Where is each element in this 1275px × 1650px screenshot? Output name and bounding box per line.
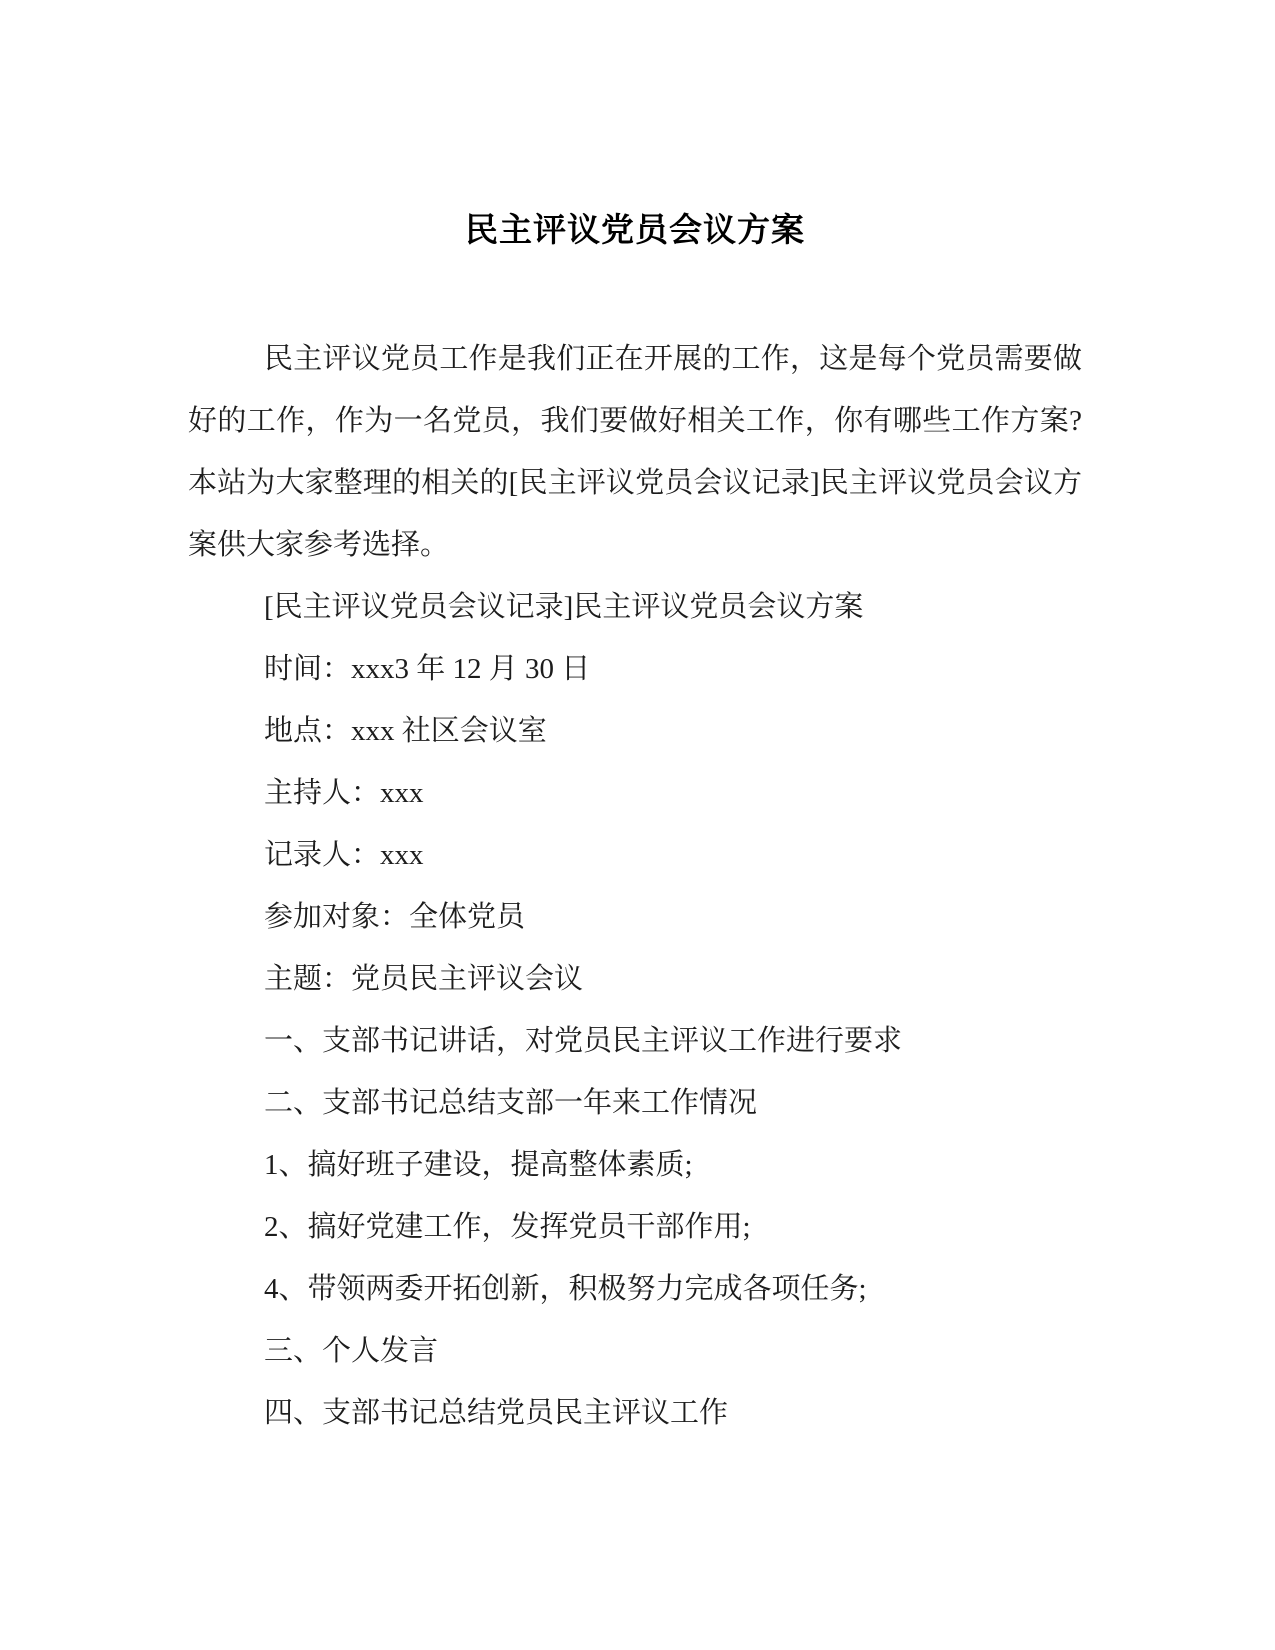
document-title: 民主评议党员会议方案: [465, 211, 805, 248]
agenda-subitem-4: 4、带领两委开拓创新，积极努力完成各项任务;: [264, 1273, 867, 1305]
host-line: 主持人：xxx: [264, 777, 424, 809]
agenda-subitem-2: 2、搞好党建工作，发挥党员干部作用;: [264, 1211, 751, 1243]
recorder-line: 记录人：xxx: [264, 839, 424, 871]
record-title-line: [民主评议党员会议记录]民主评议党员会议方案: [264, 591, 864, 623]
document-body: [188, 328, 1082, 1444]
agenda-item-three: 三、个人发言: [264, 1335, 439, 1367]
intro-paragraph: 民主评议党员工作是我们正在开展的工作，这是每个党员需要做好的工作，作为一名党员，我们要做好相关工作，你有哪些工作方案?本站为大家整理的相关的[民主评议党员会议记录]民主评议党员会议方案供大家参考选择。: [188, 343, 1082, 561]
time-line: 时间：xxx3 年 12 月 30 日: [264, 653, 591, 685]
agenda-item-one: 一、支部书记讲话，对党员民主评议工作进行要求: [264, 1025, 903, 1057]
participants-line: 参加对象：全体党员: [264, 901, 526, 933]
agenda-item-two: 二、支部书记总结支部一年来工作情况: [264, 1087, 758, 1119]
topic-line: 主题：党员民主评议会议: [264, 963, 584, 995]
location-line: 地点：xxx 社区会议室: [264, 715, 547, 747]
agenda-subitem-1: 1、搞好班子建设，提高整体素质;: [264, 1149, 693, 1181]
agenda-item-four: 四、支部书记总结党员民主评议工作: [264, 1397, 729, 1429]
